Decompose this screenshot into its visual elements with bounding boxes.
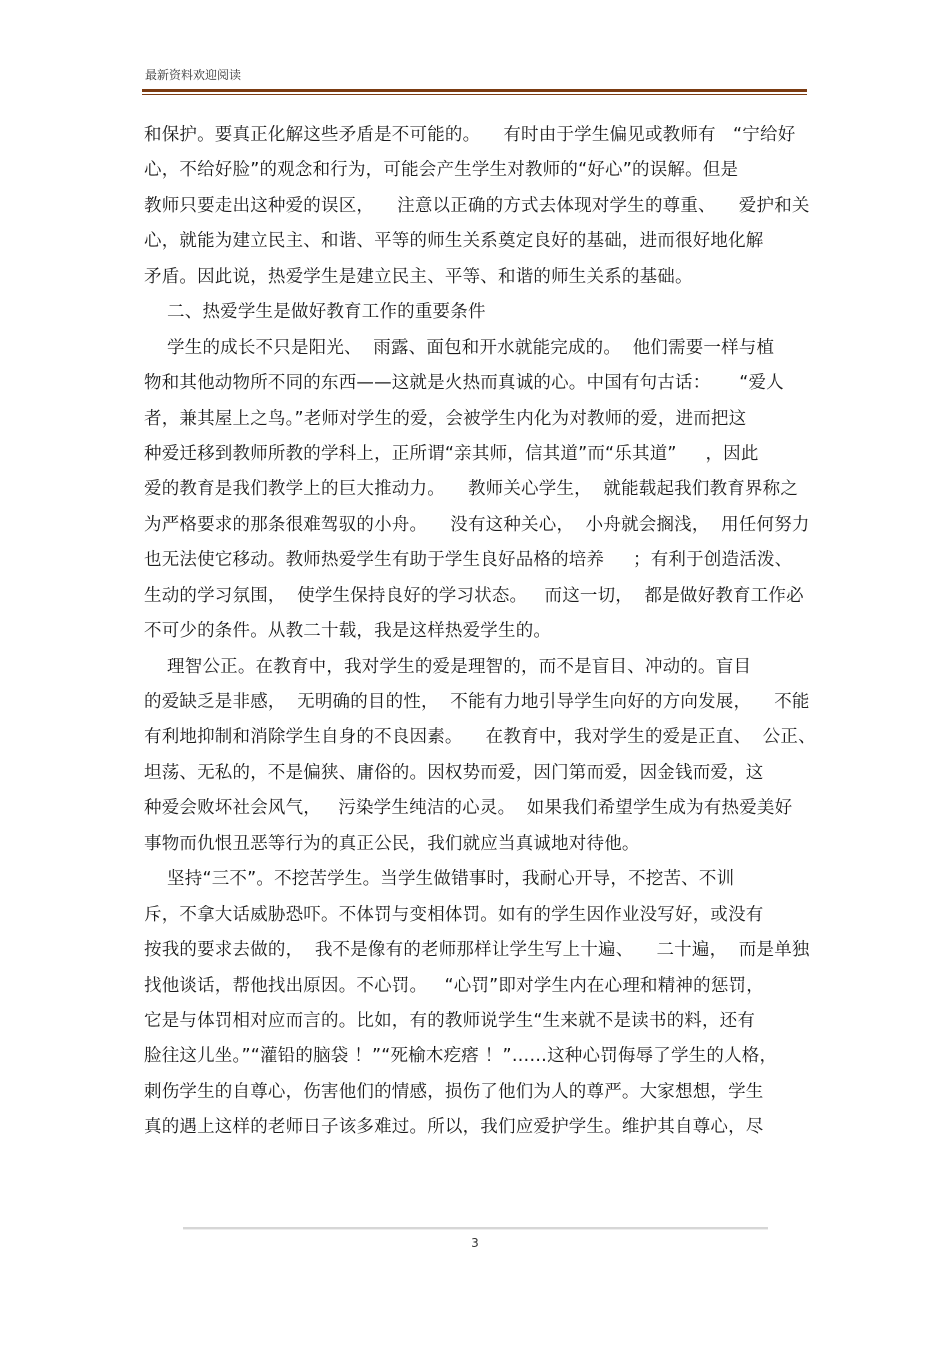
text-line: 的爱缺乏是非感， 无明确的目的性， 不能有力地引导学生向好的方向发展， 不能	[144, 692, 810, 712]
body-text	[144, 118, 816, 1146]
text-line: 有利地抑制和消除学生自身的不良因素。 在教育中，我对学生的爱是正直、 公正、	[144, 727, 816, 748]
text-line: 物和其他动物所不同的东西——这就是火热而真诚的心。中国有句古话： “爱人	[144, 373, 784, 394]
text-line: 爱的教育是我们教学上的巨大推动力。 教师关心学生， 就能载起我们教育界称之	[144, 479, 799, 500]
header-rule-thin	[142, 94, 807, 95]
text-line: 种爱迁移到教师所教的学科上，正所谓“亲其师，信其道”而“乐其道” ，因此	[144, 443, 759, 464]
header-rule-thick	[142, 89, 807, 92]
text-line: 生动的学习氛围， 使学生保持良好的学习状态。 而这一切， 都是做好教育工作必	[144, 585, 804, 606]
text-line: 心，就能为建立民主、和谐、平等的师生关系奠定良好的基础，进而很好地化解	[144, 231, 764, 252]
text-line: 教师只要走出这种爱的误区， 注意以正确的方式去体现对学生的尊重、 爱护和关	[144, 195, 810, 216]
text-line: 二、热爱学生是做好教育工作的重要条件	[144, 302, 486, 323]
text-line: 真的遇上这样的老师日子该多难过。所以，我们应爱护学生。维护其自尊心，尽	[144, 1117, 764, 1138]
footer-rule	[183, 1227, 768, 1230]
text-line: 脸往这儿坐。”“灌铅的脑袋 ！”“死榆木疙瘩 ！”……这种心罚侮辱了学生的人格，	[144, 1046, 778, 1067]
text-line: 也无法使它移动。教师热爱学生有助于学生良好品格的培养 ；有利于创造活泼、	[144, 550, 793, 571]
text-line: 学生的成长不只是阳光、 雨露、面包和开水就能完成的。 他们需要一样与植	[144, 337, 775, 358]
page-number: 3	[471, 1236, 479, 1250]
text-line: 者，兼其屋上之鸟。”老师对学生的爱，会被学生内化为对教师的爱，进而把这	[144, 408, 747, 429]
text-line: 心，不给好脸”的观念和行为，可能会产生学生对教师的“好心”的误解。但是	[144, 160, 739, 181]
running-header: 最新资料欢迎阅读	[145, 68, 242, 82]
text-line: 理智公正。在教育中，我对学生的爱是理智的，而不是盲目、冲动的。盲目	[144, 656, 752, 677]
text-line: 刺伤学生的自尊心，伤害他们的情感，损伤了他们为人的尊严。大家想想，学生	[144, 1081, 764, 1102]
text-line: 它是与体罚相对应而言的。比如，有的教师说学生“生来就不是读书的料，还有	[144, 1010, 756, 1031]
text-line: 坦荡、无私的，不是偏狭、庸俗的。因权势而爱，因门第而爱，因金钱而爱，这	[144, 762, 764, 783]
text-line: 种爱会败坏社会风气， 污染学生纯洁的心灵。 如果我们希望学生成为有热爱美好	[144, 798, 793, 819]
text-line: 矛盾。因此说，热爱学生是建立民主、平等、和谐的师生关系的基础。	[144, 266, 693, 287]
text-line: 为严格要求的那条很难驾驭的小舟。 没有这种关心， 小舟就会搁浅， 用任何努力	[144, 514, 810, 535]
text-line: 事物而仇恨丑恶等行为的真正公民，我们就应当真诚地对待他。	[144, 833, 640, 854]
text-line: 按我的要求去做的， 我不是像有的老师那样让学生写上十遍、 二十遍， 而是单独	[144, 940, 810, 961]
text-line: 找他谈话，帮他找出原因。不心罚。 “心罚”即对学生内在心理和精神的惩罚，	[144, 975, 764, 996]
text-line: 和保护。要真正化解这些矛盾是不可能的。 有时由于学生偏见或教师有 “宁给好	[144, 125, 796, 145]
text-line: 坚持“三不”。不挖苦学生。当学生做错事时，我耐心开导，不挖苦、不训	[144, 869, 735, 890]
text-line: 不可少的条件。从教二十载，我是这样热爱学生的。	[144, 621, 552, 642]
text-line: 斥，不拿大话威胁恐吓。不体罚与变相体罚。如有的学生因作业没写好，或没有	[144, 904, 764, 925]
